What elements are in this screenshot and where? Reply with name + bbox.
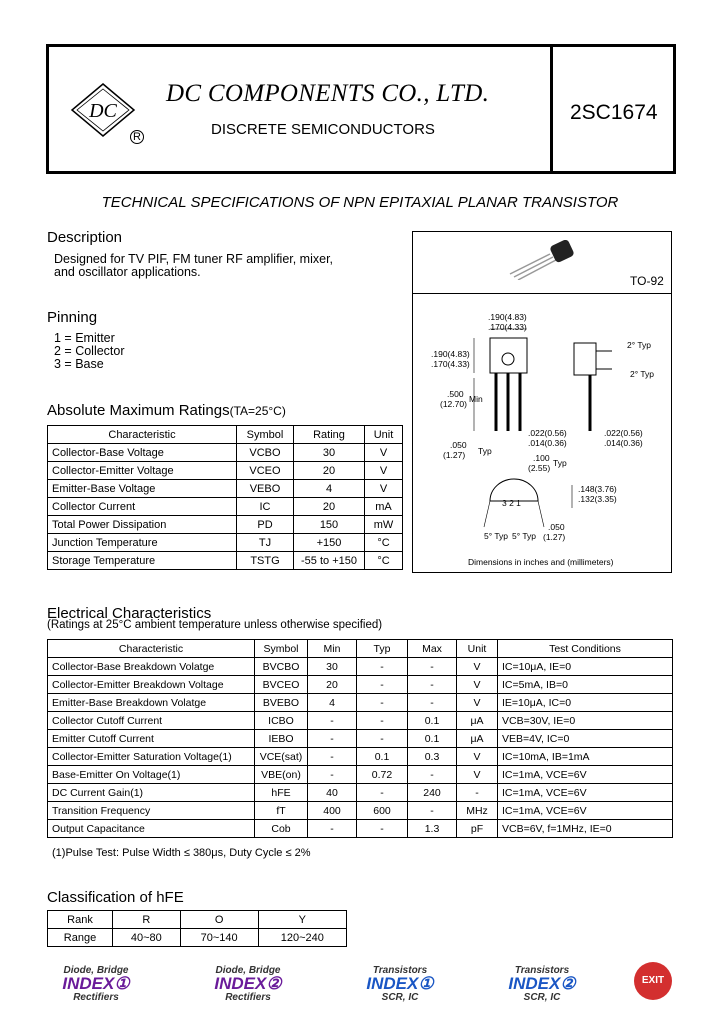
cell: -55 to +150 [294, 552, 365, 570]
cell: Collector-Emitter Saturation Voltage(1) [48, 748, 255, 766]
cell: IC=10μA, IE=0 [498, 658, 673, 676]
col-symbol: Symbol [237, 426, 294, 444]
dim-angle-2: 2° Typ [630, 369, 655, 379]
cell: Collector Current [48, 498, 237, 516]
rank-label: Rank [48, 911, 113, 929]
cell: mW [365, 516, 403, 534]
cell: - [408, 658, 457, 676]
col-min: Min [308, 640, 357, 658]
link-bot: Rectifiers [73, 992, 119, 1003]
registered-mark: R [130, 130, 144, 144]
cell: - [357, 676, 408, 694]
cell: VCB=30V, IE=0 [498, 712, 673, 730]
cell: IC=1mA, VCE=6V [498, 784, 673, 802]
abs-max-table [47, 425, 403, 570]
cell: V [457, 658, 498, 676]
index-link-diode-2[interactable] [198, 965, 298, 1003]
table-row [48, 480, 403, 498]
exit-button[interactable]: EXIT [634, 962, 672, 1000]
cell: - [357, 784, 408, 802]
cell: V [365, 480, 403, 498]
cell: BVCBO [255, 658, 308, 676]
cell: μA [457, 730, 498, 748]
cell: Total Power Dissipation [48, 516, 237, 534]
index-link-transistor-1[interactable] [350, 965, 450, 1003]
link-top: Diode, Bridge [215, 965, 281, 976]
cell: mA [365, 498, 403, 516]
cell: V [457, 694, 498, 712]
cell: - [457, 784, 498, 802]
cell: Storage Temperature [48, 552, 237, 570]
table-row [48, 498, 403, 516]
cell: 20 [294, 498, 365, 516]
col-characteristic: Characteristic [48, 426, 237, 444]
rank-y: Y [258, 911, 346, 929]
link-bot: SCR, IC [381, 992, 419, 1003]
cell: Emitter-Base Breakdown Volatge [48, 694, 255, 712]
dim-lead-min: Min [469, 394, 483, 404]
cell: VCEO [237, 462, 294, 480]
dim-w-bot: .170(4.33) [488, 322, 527, 332]
header-divider [550, 44, 553, 174]
dim-pitch3-bot: (1.27) [543, 532, 566, 542]
cell: - [357, 694, 408, 712]
cell: ICBO [255, 712, 308, 730]
dim-w-top: .190(4.83) [488, 312, 527, 322]
cell: pF [457, 820, 498, 838]
cell: MHz [457, 802, 498, 820]
cell: - [408, 694, 457, 712]
col-rating: Rating [294, 426, 365, 444]
table-row [48, 929, 347, 947]
dim-pin-w2-bot: .014(0.36) [604, 438, 643, 448]
dim-angle-1: 2° Typ [627, 340, 652, 350]
cell: hFE [255, 784, 308, 802]
cell: Collector Cutoff Current [48, 712, 255, 730]
cell: °C [365, 534, 403, 552]
dim-h-top: .190(4.83) [431, 349, 470, 359]
cell: TSTG [237, 552, 294, 570]
range-r: 40~80 [113, 929, 181, 947]
cell: IEBO [255, 730, 308, 748]
cell: °C [365, 552, 403, 570]
cell: 0.1 [408, 712, 457, 730]
abs-max-title: Absolute Maximum Ratings [47, 402, 230, 419]
col-typ: Typ [357, 640, 408, 658]
cell: - [308, 730, 357, 748]
table-row [48, 748, 673, 766]
dim-pitch3-top: .050 [548, 522, 565, 532]
company-subtitle: DISCRETE SEMICONDUCTORS [211, 121, 435, 138]
logo-text: DC [89, 100, 117, 122]
range-label: Range [48, 929, 113, 947]
table-row [48, 694, 673, 712]
dims-note: Dimensions in inches and (millimeters) [468, 557, 614, 567]
cell: TJ [237, 534, 294, 552]
cell: - [308, 766, 357, 784]
dc-logo-icon [68, 80, 138, 140]
link-top: Transistors [514, 965, 570, 976]
cell: - [357, 658, 408, 676]
abs-max-cond: (TA=25°C) [229, 404, 286, 418]
table-row [48, 552, 403, 570]
company-name: DC COMPONENTS CO., LTD. [166, 80, 490, 107]
dim-angle-3: 5° Typ [484, 531, 509, 541]
cell: Collector-Base Breakdown Volatge [48, 658, 255, 676]
cell: VCB=6V, f=1MHz, IE=0 [498, 820, 673, 838]
link-top: Diode, Bridge [63, 965, 129, 976]
table-row [48, 658, 673, 676]
classification-table [47, 910, 347, 947]
col-test-conditions: Test Conditions [498, 640, 673, 658]
dim-pins-label: 3 2 1 [502, 498, 521, 508]
elec-subheading: (Ratings at 25°C ambient temperature unless otherwise specified) [47, 619, 383, 631]
cell: VCE(sat) [255, 748, 308, 766]
dim-pitch2-typ: Typ [553, 458, 567, 468]
cell: Emitter-Base Voltage [48, 480, 237, 498]
cell: - [308, 712, 357, 730]
cell: VCBO [237, 444, 294, 462]
cell: Junction Temperature [48, 534, 237, 552]
cell: Transition Frequency [48, 802, 255, 820]
description-line-1: Designed for TV PIF, FM tuner RF amplifier, mixer, [54, 252, 334, 266]
cell: PD [237, 516, 294, 534]
link-bot: SCR, IC [523, 992, 561, 1003]
package-name: TO-92 [630, 274, 664, 288]
cell: V [365, 444, 403, 462]
description-heading: Description [47, 229, 123, 246]
cell: 150 [294, 516, 365, 534]
link-mid: INDEX① [366, 974, 434, 993]
cell: IC=1mA, VCE=6V [498, 766, 673, 784]
cell: V [457, 748, 498, 766]
index-link-transistor-2[interactable] [492, 965, 592, 1003]
index-link-diode-1[interactable] [46, 965, 146, 1003]
col-characteristic: Characteristic [48, 640, 255, 658]
cell: - [357, 712, 408, 730]
dim-pitch1-top: .050 [450, 440, 467, 450]
cell: μA [457, 712, 498, 730]
cell: BVCEO [255, 676, 308, 694]
cell: 400 [308, 802, 357, 820]
cell: 600 [357, 802, 408, 820]
cell: +150 [294, 534, 365, 552]
dim-d-top: .148(3.76) [578, 484, 617, 494]
cell: - [408, 802, 457, 820]
cell: VEB=4V, IC=0 [498, 730, 673, 748]
cell: IC=1mA, VCE=6V [498, 802, 673, 820]
cell: - [308, 748, 357, 766]
elec-heading: Electrical Characteristics [47, 605, 212, 622]
cell: fT [255, 802, 308, 820]
table-row [48, 534, 403, 552]
cell: Emitter Cutoff Current [48, 730, 255, 748]
cell: 240 [408, 784, 457, 802]
dim-lead-bot: (12.70) [440, 399, 467, 409]
pinning-heading: Pinning [47, 309, 98, 326]
cell: 0.3 [408, 748, 457, 766]
link-top: Transistors [372, 965, 428, 976]
table-row [48, 784, 673, 802]
cell: Cob [255, 820, 308, 838]
cell: 1.3 [408, 820, 457, 838]
cell: - [357, 730, 408, 748]
cell: 40 [308, 784, 357, 802]
cell: Collector-Emitter Voltage [48, 462, 237, 480]
abs-max-heading [47, 402, 286, 419]
cell: IC [237, 498, 294, 516]
cell: Output Capacitance [48, 820, 255, 838]
table-row [48, 462, 403, 480]
cell: IC=5mA, IB=0 [498, 676, 673, 694]
table-row [48, 820, 673, 838]
elec-table [47, 639, 673, 838]
table-row [48, 766, 673, 784]
cell: VEBO [237, 480, 294, 498]
cell: 20 [308, 676, 357, 694]
dim-pin-w-bot: .014(0.36) [528, 438, 567, 448]
cell: 4 [308, 694, 357, 712]
pin-1: 1 = Emitter [54, 331, 115, 345]
table-row [48, 730, 673, 748]
dim-pitch2-top: .100 [533, 453, 550, 463]
col-max: Max [408, 640, 457, 658]
table-header [48, 640, 673, 658]
dim-pitch1-typ: Typ [478, 446, 492, 456]
rank-r: R [113, 911, 181, 929]
cell: V [365, 462, 403, 480]
dim-angle-4: 5° Typ [512, 531, 537, 541]
pin-2: 2 = Collector [54, 344, 125, 358]
table-header [48, 426, 403, 444]
cell: 20 [294, 462, 365, 480]
range-y: 120~240 [258, 929, 346, 947]
cell: 0.1 [408, 730, 457, 748]
cell: 30 [294, 444, 365, 462]
rank-o: O [180, 911, 258, 929]
cell: - [408, 676, 457, 694]
col-unit: Unit [365, 426, 403, 444]
table-row [48, 802, 673, 820]
description-line-2: and oscillator applications. [54, 265, 201, 279]
cell: 0.72 [357, 766, 408, 784]
cell: BVEBO [255, 694, 308, 712]
table-row [48, 712, 673, 730]
cell: 4 [294, 480, 365, 498]
col-symbol: Symbol [255, 640, 308, 658]
dim-pitch2-bot: (2.55) [528, 463, 551, 473]
cell: - [308, 820, 357, 838]
table-row [48, 676, 673, 694]
table-row [48, 516, 403, 534]
col-unit: Unit [457, 640, 498, 658]
pin-3: 3 = Base [54, 357, 104, 371]
dim-h-bot: .170(4.33) [431, 359, 470, 369]
cell: V [457, 676, 498, 694]
doc-title: TECHNICAL SPECIFICATIONS OF NPN EPITAXIAL PLANAR TRANSISTOR [101, 194, 619, 211]
dim-lead-top: .500 [447, 389, 464, 399]
transistor-photo-icon [500, 240, 590, 280]
cell: 30 [308, 658, 357, 676]
link-mid: INDEX② [508, 974, 576, 993]
part-number: 2SC1674 [570, 101, 658, 124]
dim-pitch1-bot: (1.27) [443, 450, 466, 460]
dim-pin-w-top: .022(0.56) [528, 428, 567, 438]
cell: 0.1 [357, 748, 408, 766]
cell: - [408, 766, 457, 784]
cell: IE=10μA, IC=0 [498, 694, 673, 712]
cell: Base-Emitter On Voltage(1) [48, 766, 255, 784]
table-row [48, 444, 403, 462]
dim-d-bot: .132(3.35) [578, 494, 617, 504]
link-mid: INDEX② [214, 974, 282, 993]
cell: Collector-Base Voltage [48, 444, 237, 462]
classification-heading: Classification of hFE [47, 889, 184, 906]
cell: DC Current Gain(1) [48, 784, 255, 802]
pulse-note: (1)Pulse Test: Pulse Width ≤ 380μs, Duty Cycle ≤ 2% [52, 847, 311, 859]
table-row [48, 911, 347, 929]
link-mid: INDEX① [62, 974, 130, 993]
cell: - [357, 820, 408, 838]
cell: Collector-Emitter Breakdown Voltage [48, 676, 255, 694]
link-bot: Rectifiers [225, 992, 271, 1003]
cell: V [457, 766, 498, 784]
cell: VBE(on) [255, 766, 308, 784]
cell: IC=10mA, IB=1mA [498, 748, 673, 766]
range-o: 70~140 [180, 929, 258, 947]
dim-pin-w2-top: .022(0.56) [604, 428, 643, 438]
